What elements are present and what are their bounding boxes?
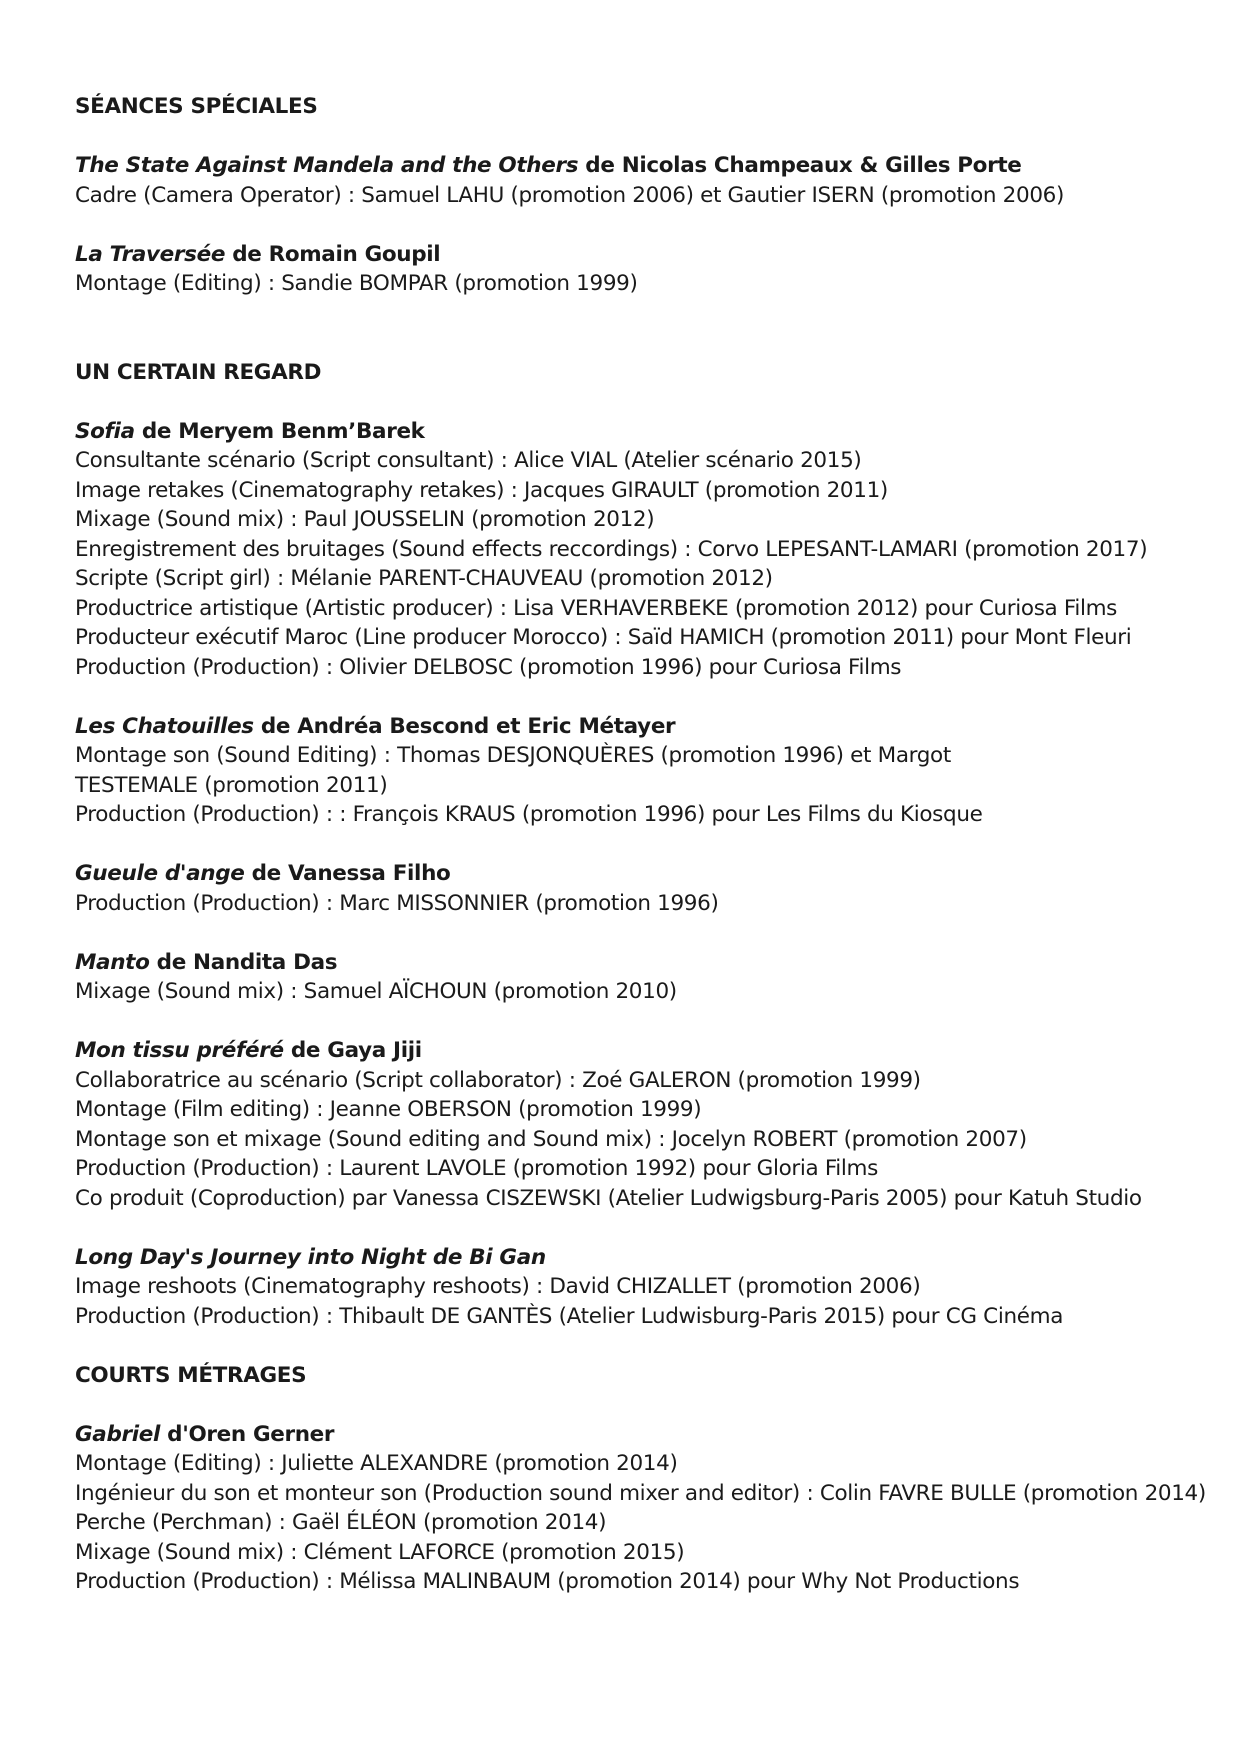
film-title-line bbox=[75, 1420, 1225, 1450]
credit-line: Producteur exécutif Maroc (Line producer Morocco) : Saïd HAMICH (promotion 2011) pour Mont Fleuri bbox=[75, 625, 1132, 650]
film-director: d'Oren Gerner bbox=[160, 1421, 335, 1447]
film-title: The State Against Mandela and the Others bbox=[75, 153, 579, 178]
film-title-line bbox=[75, 948, 1225, 978]
film-director: de Andréa Bescond et Eric Métayer bbox=[253, 713, 676, 739]
film-director: de Meryem Benm’Barek bbox=[134, 418, 425, 444]
film-entry bbox=[75, 1036, 1225, 1213]
film-entry bbox=[75, 151, 1225, 210]
credit-line: Production (Production) : Thibault DE GANTÈS (Atelier Ludwisburg-Paris 2015) pour CG Cinéma bbox=[75, 1303, 1064, 1329]
credit-line: Production (Production) : Mélissa MALINBAUM (promotion 2014) pour Why Not Productions bbox=[75, 1569, 1020, 1594]
credit-line: Montage son et mixage (Sound editing and Sound mix) : Jocelyn ROBERT (promotion 2007) bbox=[75, 1126, 1027, 1152]
credit-line: Cadre (Camera Operator) : Samuel LAHU (promotion 2006) et Gautier ISERN (promotion 2006) bbox=[75, 182, 1065, 208]
film-director: de Vanessa Filho bbox=[244, 861, 451, 886]
film-title-line bbox=[75, 859, 1225, 889]
film-entry bbox=[75, 712, 1225, 830]
credit-line: Image retakes (Cinematography retakes) : Jacques GIRAULT (promotion 2011) bbox=[75, 477, 888, 503]
film-title-line bbox=[75, 712, 1225, 742]
film-director: de Nicolas Champeaux & Gilles Porte bbox=[578, 153, 1022, 178]
film-title: La Traversée bbox=[75, 241, 226, 267]
credit-line: Productrice artistique (Artistic producer) : Lisa VERHAVERBEKE (promotion 2012) pour Curiosa Films bbox=[75, 595, 1118, 621]
section-heading: SÉANCES SPÉCIALES bbox=[75, 94, 318, 119]
credit-line: Ingénieur du son et monteur son (Production sound mixer and editor) : Colin FAVRE BULLE (promotion 2014) bbox=[75, 1480, 1206, 1506]
film-title-line bbox=[75, 417, 1225, 447]
credit-line: Mixage (Sound mix) : Samuel AÏCHOUN (promotion 2010) bbox=[75, 979, 677, 1004]
film-title: Manto bbox=[75, 949, 150, 975]
document-page bbox=[75, 92, 1225, 1626]
film-title: Sofia bbox=[75, 418, 135, 444]
credit-line: Enregistrement des bruitages (Sound effects reccordings) : Corvo LEPESANT-LAMARI (promotion 2017) bbox=[75, 536, 1148, 562]
credit-line: Perche (Perchman) : Gaël ÉLÉON (promotion 2014) bbox=[75, 1510, 607, 1535]
section-seances-speciales bbox=[75, 92, 1225, 358]
credit-line: Montage (Editing) : Sandie BOMPAR (promotion 1999) bbox=[75, 271, 638, 296]
film-director: de Nandita Das bbox=[149, 949, 338, 975]
film-title: Gueule d'ange bbox=[75, 861, 245, 886]
credit-line: Production (Production) : Olivier DELBOSC (promotion 1996) pour Curiosa Films bbox=[75, 654, 902, 680]
film-title: Les Chatouilles bbox=[75, 713, 254, 739]
credit-line: Production (Production) : : François KRAUS (promotion 1996) pour Les Films du Kiosque bbox=[75, 802, 983, 827]
film-entry bbox=[75, 948, 1225, 1007]
film-title: Gabriel bbox=[75, 1421, 161, 1447]
section-heading: UN CERTAIN REGARD bbox=[75, 359, 322, 385]
credit-line: Montage (Editing) : Juliette ALEXANDRE (promotion 2014) bbox=[75, 1451, 678, 1476]
section-heading: COURTS MÉTRAGES bbox=[75, 1362, 307, 1388]
credit-line: Co produit (Coproduction) par Vanessa CISZEWSKI (Atelier Ludwigsburg-Paris 2005) pour Katuh Studio bbox=[75, 1185, 1142, 1211]
film-title-line bbox=[75, 240, 1225, 270]
credit-line: Consultante scénario (Script consultant) : Alice VIAL (Atelier scénario 2015) bbox=[75, 448, 862, 473]
film-title: Mon tissu préféré bbox=[75, 1038, 284, 1063]
credit-line: Montage son (Sound Editing) : Thomas DESJONQUÈRES (promotion 1996) et Margot TESTEMALE (promotion 2011) bbox=[75, 743, 951, 798]
film-title-line bbox=[75, 151, 1225, 181]
film-entry bbox=[75, 417, 1225, 683]
section-un-certain-regard bbox=[75, 358, 1225, 1332]
credit-line: Production (Production) : Marc MISSONNIER (promotion 1996) bbox=[75, 890, 719, 916]
film-entry bbox=[75, 1420, 1225, 1597]
credit-line: Mixage (Sound mix) : Paul JOUSSELIN (promotion 2012) bbox=[75, 507, 655, 532]
film-entry bbox=[75, 240, 1225, 299]
film-title: Long Day's Journey into Night de Bi Gan bbox=[75, 1244, 546, 1270]
film-entry bbox=[75, 859, 1225, 918]
film-entry bbox=[75, 1243, 1225, 1332]
film-title-line bbox=[75, 1036, 1225, 1066]
credit-line: Scripte (Script girl) : Mélanie PARENT-CHAUVEAU (promotion 2012) bbox=[75, 566, 773, 591]
section-courts-metrages bbox=[75, 1361, 1225, 1597]
credit-line: Collaboratrice au scénario (Script collaborator) : Zoé GALERON (promotion 1999) bbox=[75, 1067, 921, 1093]
film-director: de Romain Goupil bbox=[225, 241, 441, 267]
film-title-line bbox=[75, 1243, 1225, 1273]
film-director: de Gaya Jiji bbox=[283, 1038, 422, 1063]
credit-line: Production (Production) : Laurent LAVOLE (promotion 1992) pour Gloria Films bbox=[75, 1156, 878, 1181]
credit-line: Montage (Film editing) : Jeanne OBERSON (promotion 1999) bbox=[75, 1097, 702, 1122]
credit-line: Mixage (Sound mix) : Clément LAFORCE (promotion 2015) bbox=[75, 1539, 685, 1565]
credit-line: Image reshoots (Cinematography reshoots) : David CHIZALLET (promotion 2006) bbox=[75, 1274, 921, 1299]
spacer bbox=[75, 328, 1225, 358]
